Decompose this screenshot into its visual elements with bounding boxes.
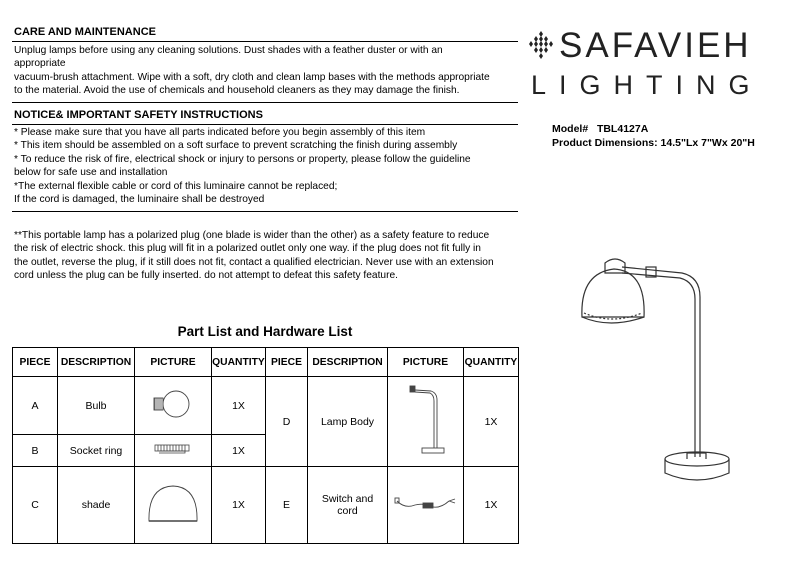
plug-note [14,229,494,283]
quantity-cell: 1X [464,377,519,467]
table-row [13,467,519,544]
plug-note-line: cord unless the plug can be fully inserted. do not attempt to defeat this safety feature. [14,270,398,282]
piece-cell: B [13,435,58,467]
description-cell: shade [58,467,135,544]
quantity-cell: 1X [212,435,266,467]
safety-heading-rule [12,124,518,125]
shade-icon [143,481,203,527]
parts-header-row [13,348,519,377]
quantity-cell: 1X [212,377,266,435]
safety-line: * This item should be assembled on a soft surface to prevent scratching the finish during assembly [14,140,458,152]
brand-name: SAFAVIEH [559,26,752,65]
piece-cell: C [13,467,58,544]
header-piece: PIECE [13,348,58,377]
quantity-cell: 1X [212,467,266,544]
care-line: vacuum-brush attachment. Wipe with a soft, dry cloth and clean lamp bases with the methods appropriate [14,71,490,83]
header-piece: PIECE [266,348,308,377]
header-picture: PICTURE [135,348,212,377]
safety-bottom-rule [12,211,518,212]
lamp-body-icon [401,382,451,458]
dims-value: 14.5"Lx 7"Wx 20"H [660,137,755,149]
header-quantity: QUANTITY [464,348,519,377]
picture-cell [388,467,464,544]
description-cell: Switch and cord [308,467,388,544]
care-bottom-rule [12,102,518,103]
header-description: DESCRIPTION [308,348,388,377]
safety-line: If the cord is damaged, the luminaire shall be destroyed [14,194,265,206]
model-label: Model# [552,123,589,135]
care-text [14,44,490,98]
product-specs [552,122,755,150]
piece-cell: A [13,377,58,435]
header-quantity: QUANTITY [212,348,266,377]
safety-line: * Please make sure that you have all parts indicated before you begin assembly of this item [14,127,426,138]
description-cell: Socket ring [58,435,135,467]
plug-note-line: the risk of electric shock. this plug will fit in a polarized outlet only one way. if the plug does not fit fully in [14,243,481,255]
table-row [13,377,519,435]
care-heading: CARE AND MAINTENANCE [14,26,156,38]
safety-line: *The external flexible cable or cord of this luminaire cannot be replaced; [14,180,338,192]
plug-note-line: the outlet, reverse the plug, if it still does not fit, contact a qualified electrician. Never use with an extension [14,256,494,268]
safety-heading: NOTICE& IMPORTANT SAFETY INSTRUCTIONS [14,109,263,121]
brand-sub: LIGHTING [531,70,763,100]
dims-label: Product Dimensions: [552,137,658,149]
care-line: Unplug lamps before using any cleaning solutions. Dust shades with a feather duster or with an [14,45,443,56]
chandelier-logo-icon [526,30,556,62]
safety-line: * To reduce the risk of fire, electrical shock or injury to persons or property, please follow the guideline [14,153,471,165]
header-description: DESCRIPTION [58,348,135,377]
header-picture: PICTURE [388,348,464,377]
description-cell: Bulb [58,377,135,435]
desk-lamp-illustration [570,245,740,490]
picture-cell [135,467,212,544]
safety-line: below for safe use and installation [14,167,168,179]
description-cell: Lamp Body [308,377,388,467]
care-line: to the material. Avoid the use of chemicals and household cleaners as they may damage the finish. [14,85,460,97]
safety-text [14,126,471,206]
switch-cord-icon [393,491,459,517]
parts-table [12,347,519,544]
care-heading-rule [12,41,518,42]
model-value: TBL4127A [596,123,649,135]
socket-ring-icon [151,442,195,456]
picture-cell [135,435,212,467]
quantity-cell: 1X [464,467,519,544]
picture-cell [388,377,464,467]
piece-cell: E [266,467,308,544]
piece-cell: D [266,377,308,467]
picture-cell [135,377,212,435]
bulb-icon [148,388,198,420]
parts-title: Part List and Hardware List [177,324,353,339]
plug-note-line: **This portable lamp has a polarized plug (one blade is wider than the other) as a safety feature to reduce [14,230,490,241]
care-line: appropriate [14,58,66,70]
